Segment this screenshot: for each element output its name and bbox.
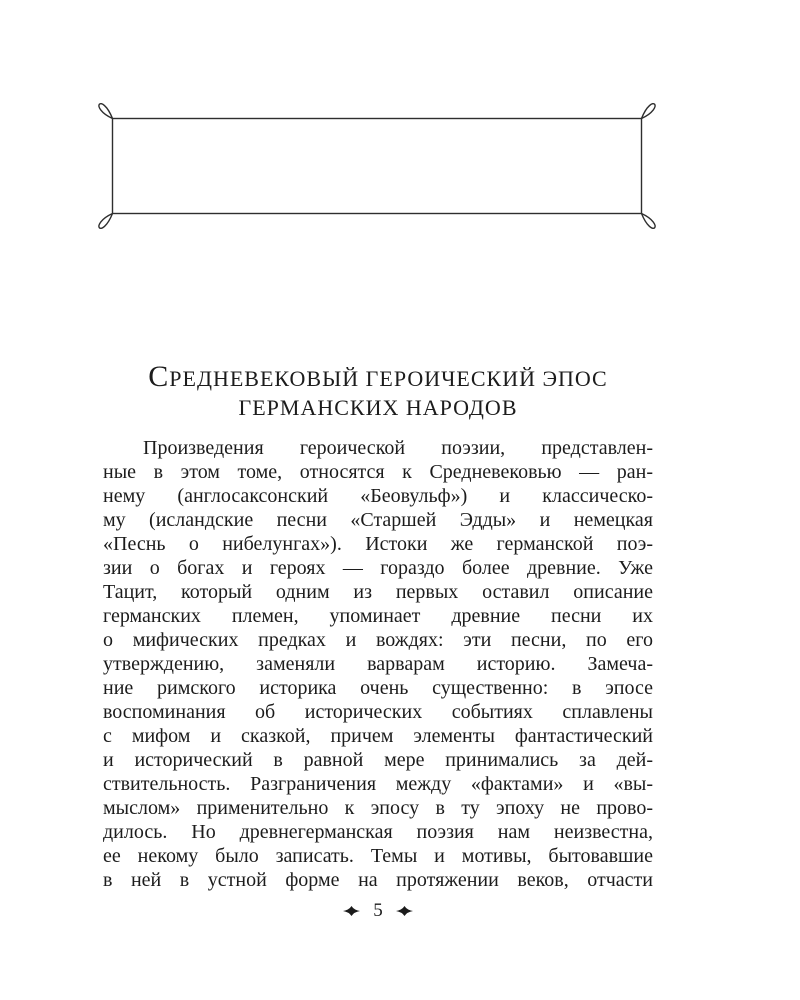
body-paragraph xyxy=(103,436,653,892)
text-line: Тацит, который одним из первых оставил описание xyxy=(103,581,653,603)
text-line: му (исландские песни «Старшей Эдды» и немецкая xyxy=(103,509,653,531)
chapter-title xyxy=(103,362,653,422)
corner-loop-bottom-left-icon xyxy=(99,214,113,229)
text-line: Произведения героической поэзии, представлен- xyxy=(143,437,653,459)
text-line: нему (англосаксонский «Беовульф») и классическо- xyxy=(103,485,653,507)
corner-loop-top-left-icon xyxy=(99,104,113,119)
diamond-ornament-left-icon xyxy=(343,906,360,916)
corner-loop-top-right-icon xyxy=(642,104,656,119)
text-line: зии о богах и героях — гораздо более древние. Уже xyxy=(103,557,653,579)
text-line: германских племен, упоминает древние песни их xyxy=(103,605,653,627)
text-line: ствительность. Разграничения между «фактами» и «вы- xyxy=(103,773,653,795)
page-number: 5 xyxy=(373,900,383,921)
text-line: ние римского историка очень существенно: в эпосе xyxy=(103,677,653,699)
page-footer xyxy=(103,898,653,924)
text-line: ные в этом томе, относятся к Средневековью — ран- xyxy=(103,461,653,483)
text-line: в ней в устной форме на протяжении веков, отчасти xyxy=(103,869,653,891)
decorative-frame xyxy=(85,92,670,239)
frame-rectangle xyxy=(113,119,642,214)
text-line: утверждению, заменяли варварам историю. Замеча- xyxy=(103,653,653,675)
text-line: мыслом» применительно к эпосу в ту эпоху не прово- xyxy=(103,797,653,819)
chapter-title-line-2: ГЕРМАНСКИХ НАРОДОВ xyxy=(238,395,518,420)
text-line: с мифом и сказкой, причем элементы фантастический xyxy=(103,725,653,747)
corner-loop-bottom-right-icon xyxy=(642,214,656,229)
text-line: и исторический в равной мере принимались за дей- xyxy=(103,749,653,771)
text-line: дилось. Но древнегерманская поэзия нам неизвестна, xyxy=(103,821,653,843)
text-line: о мифических предках и вождях: эти песни, по его xyxy=(103,629,653,651)
text-line: «Песнь о нибелунгах»). Истоки же германской поэ- xyxy=(103,533,653,555)
diamond-ornament-right-icon xyxy=(396,906,413,916)
text-line: ее некому было записать. Темы и мотивы, бытовавшие xyxy=(103,845,653,867)
chapter-title-line-1: СРЕДНЕВЕКОВЫЙ ГЕРОИЧЕСКИЙ ЭПОС xyxy=(148,360,608,393)
text-column xyxy=(103,362,653,892)
text-line: воспоминания об исторических событиях сплавлены xyxy=(103,701,653,723)
